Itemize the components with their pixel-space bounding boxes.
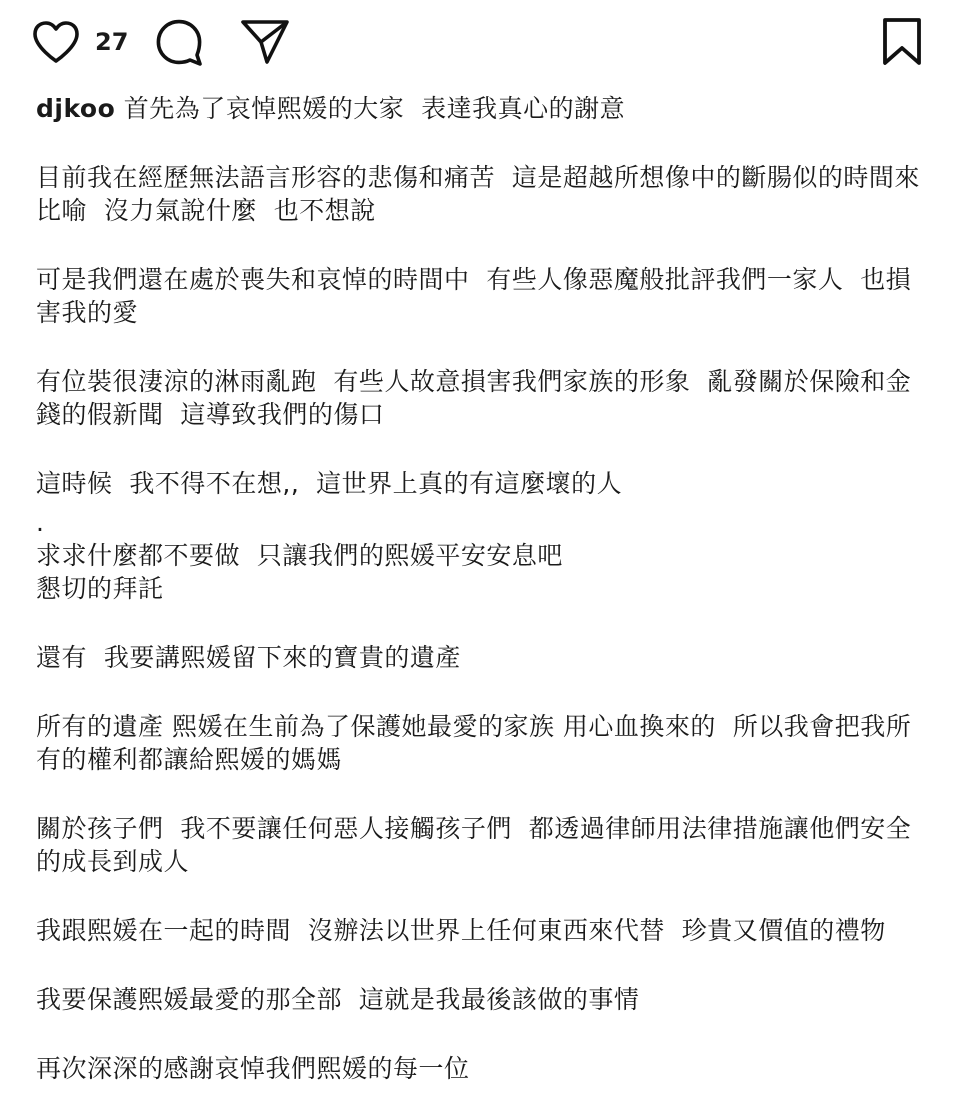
caption-paragraph: 我跟熙媛在一起的時間 沒辦法以世界上任何東西來代替 珍貴又價值的禮物 [36, 916, 886, 945]
caption-paragraph: . [36, 508, 45, 537]
caption-paragraph: 可是我們還在處於喪失和哀悼的時間中 有些人像惡魔般批評我們一家人 也損害我的愛 [36, 265, 912, 327]
caption-paragraph: 有位裝很淒涼的淋雨亂跑 有些人故意損害我們家族的形象 亂發關於保險和金錢的假新聞 這導致我們的傷口 [36, 367, 912, 429]
caption-paragraph [36, 92, 936, 125]
caption-paragraph: 所有的遺產 熙媛在生前為了保護她最愛的家族 用心血換來的 所以我會把我所有的權利都讓給熙媛的媽媽 [36, 712, 912, 774]
caption-paragraph: 這時候 我不得不在想,, 這世界上真的有這麼壞的人 [36, 469, 623, 498]
like-button[interactable] [30, 16, 82, 68]
bookmark-icon [880, 16, 924, 68]
caption-paragraph: 再次深深的感謝哀悼我們熙媛的每一位 [36, 1054, 470, 1083]
caption-paragraph: 求求什麼都不要做 只讓我們的熙媛平安安息吧 [36, 541, 563, 570]
caption-paragraph: 還有 我要講熙媛留下來的寶貴的遺產 [36, 643, 461, 672]
share-button[interactable] [239, 16, 291, 68]
caption-text: 首先為了哀悼熙媛的大家 表達我真心的謝意 [123, 94, 626, 123]
save-button[interactable] [876, 16, 928, 68]
heart-icon [31, 19, 81, 65]
caption-paragraph: 目前我在經歷無法語言形容的悲傷和痛苦 這是超越所想像中的斷腸似的時間來比喻 沒力氣說什麼 也不想說 [36, 163, 920, 225]
paper-plane-icon [239, 16, 291, 68]
post-caption [36, 92, 936, 1085]
like-count: 27 [95, 28, 129, 56]
post-action-bar [0, 0, 960, 86]
caption-paragraph: 懇切的拜託 [36, 574, 164, 603]
caption-paragraph: 關於孩子們 我不要讓任何惡人接觸孩子們 都透過律師用法律措施讓他們安全的成長到成人 [36, 814, 912, 876]
username-link[interactable]: djkoo [36, 94, 116, 123]
caption-paragraph: 我要保護熙媛最愛的那全部 這就是我最後該做的事情 [36, 985, 640, 1014]
comment-bubble-icon [154, 17, 204, 67]
comment-button[interactable] [153, 16, 205, 68]
